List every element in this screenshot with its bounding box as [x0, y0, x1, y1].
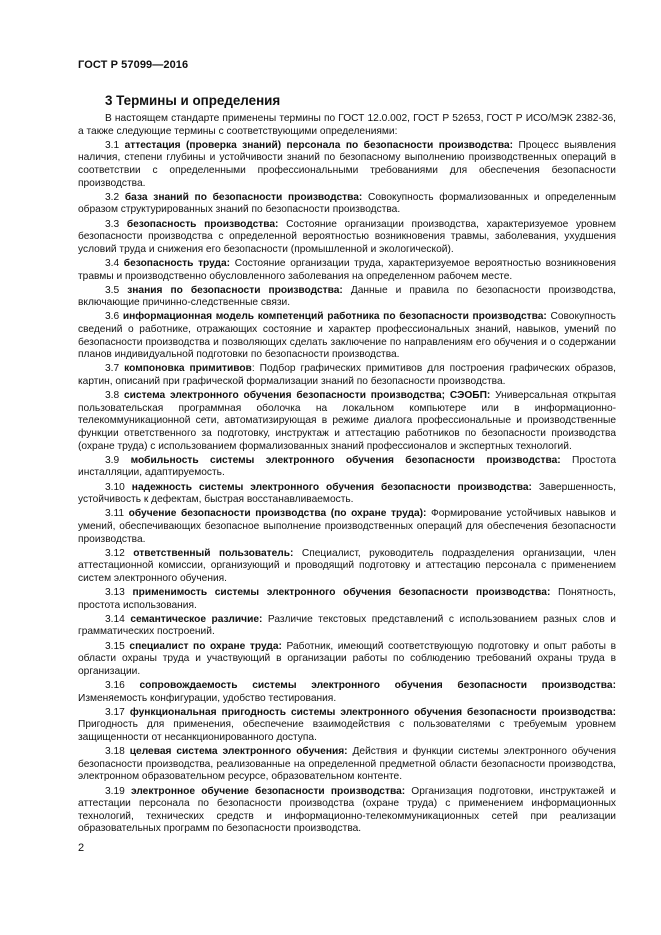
- term-name: безопасность труда:: [123, 257, 231, 269]
- term-definition: Понятность, простота использования.: [78, 587, 616, 611]
- term-name: обучение безопасности производства (по охране труда):: [128, 508, 427, 520]
- term-number: 3.11: [105, 508, 129, 520]
- term-number: 3.14: [105, 613, 131, 625]
- term-name: функциональная пригодность системы электронного обучения безопасности производства:: [129, 706, 616, 718]
- document-header: ГОСТ Р 57099—2016: [78, 59, 189, 71]
- term-definition: Различие текстовых представлений с использованием разных слов и грамматических построений.: [78, 613, 616, 638]
- section-title: 3 Термины и определения: [105, 93, 281, 108]
- term-name: ответственный пользователь:: [133, 547, 294, 559]
- term-number: 3.12: [105, 547, 134, 559]
- term-name: сопровождаемость системы электронного обучения безопасности производства:: [139, 680, 616, 692]
- term-paragraph: [78, 285, 616, 310]
- term-paragraph: [78, 390, 616, 453]
- term-name: информационная модель компетенций работника по безопасности производства:: [122, 311, 547, 323]
- term-name: электронное обучение безопасности производства:: [130, 785, 406, 797]
- term-definition: Действия и функции системы электронного обучения безопасности производства, реализованные на определенной предметной области безопасности производства, электронном образовательном ресурсе, образовательном контенте.: [78, 746, 616, 783]
- term-number: 3.2: [105, 191, 125, 203]
- term-definition: Пригодность для применения, обеспечение взаимодействия с пользователями с требуемым уровнем защищенности от несанкционированного доступа.: [78, 719, 616, 743]
- term-paragraph: [78, 455, 616, 480]
- term-number: 3.9: [105, 454, 131, 466]
- term-paragraph: [78, 482, 616, 507]
- term-name: система электронного обучения безопасности производства; СЭОБП:: [123, 390, 491, 402]
- term-number: 3.15: [105, 640, 130, 652]
- term-definition: Завершенность, устойчивость к дефектам, быстрая восстанавливаемость.: [78, 481, 616, 506]
- page-number: 2: [78, 842, 85, 854]
- term-name: надежность системы электронного обучения безопасности производства:: [131, 481, 532, 493]
- term-definition: Работник, имеющий соответствующую подготовку и опыт работы в области охраны труда и участвующий в организации работы по соблюдению требований охраны труда в организации.: [78, 640, 616, 677]
- term-paragraph: [78, 508, 616, 546]
- term-number: 3.17: [105, 706, 130, 718]
- term-definition: Простота инсталляции, адаптируемость.: [78, 454, 616, 479]
- term-definition: Данные и правила по безопасности производства, включающие причинно-следственные связи.: [78, 284, 616, 309]
- term-name: целевая система электронного обучения:: [129, 746, 348, 758]
- body-text: [78, 113, 616, 838]
- term-number: 3.6: [105, 311, 123, 323]
- term-definition: Специалист, руководитель подразделения организации, член аттестационной комиссии, организующий и проводящий подготовку и аттестацию персонала с применением систем электронного обучения.: [78, 547, 616, 584]
- term-definition: Совокупность формализованных и определенным образом структурированных знаний по безопасности производства.: [78, 191, 616, 216]
- term-paragraph: [78, 614, 616, 639]
- term-name: применимость системы электронного обучения безопасности производства:: [132, 587, 551, 599]
- intro-paragraph: В настоящем стандарте применены термины по ГОСТ 12.0.002, ГОСТ Р 52653, ГОСТ Р ИСО/МЭК 2382-36, а также следующие термины с соответствующими определениями:: [78, 113, 616, 137]
- term-name: мобильность системы электронного обучения безопасности производства:: [130, 454, 561, 466]
- term-number: 3.16: [105, 680, 140, 692]
- term-number: 3.13: [105, 587, 133, 599]
- term-name: специалист по охране труда:: [129, 640, 282, 652]
- term-definition: Изменяемость конфигурации, удобство тестирования.: [78, 692, 337, 704]
- terms-list: [78, 140, 616, 836]
- term-name: аттестация (проверка знаний) персонала по безопасности производства:: [124, 139, 514, 151]
- term-definition: Процесс выявления наличия, степени глубины и устойчивости знаний по безопасному выполнению производственных операций в соответствии с определенными профессиональными требованиями для обеспечения безопасности производства.: [78, 139, 616, 189]
- term-paragraph: [78, 363, 616, 388]
- term-name: знания по безопасности производства:: [127, 284, 343, 296]
- term-paragraph: [78, 219, 616, 257]
- term-definition: Формирование устойчивых навыков и умений, обеспечивающих безопасное выполнение производственных операций для обеспечения безопасности производства.: [78, 508, 617, 545]
- term-number: 3.7: [105, 363, 125, 375]
- term-name: база знаний по безопасности производства:: [124, 191, 363, 203]
- term-paragraph: [78, 548, 616, 586]
- term-name: безопасность производства:: [126, 218, 279, 230]
- term-number: 3.19: [105, 785, 131, 797]
- term-paragraph: [78, 140, 616, 190]
- term-definition: Совокупность сведений о работнике, отражающих состояние и характер профессиональных знаний, навыков, умений по безопасности производства и позволяющих сделать заключение по направлениям его обучения и о содержании планов индивидуальной подготовки по безопасности производства.: [78, 311, 616, 361]
- term-paragraph: [78, 680, 616, 705]
- term-paragraph: [78, 707, 616, 745]
- term-paragraph: [78, 587, 616, 612]
- term-number: 3.5: [105, 284, 128, 296]
- term-definition: : Подбор графических примитивов для построения графических образов, картин, описаний при графической формализации знаний по безопасности производства.: [78, 363, 616, 388]
- term-definition: Организация подготовки, инструктажей и аттестации персонала по безопасности производства (охране труда) с применением информационных технологий, технических средств и информационно-телекоммуникационных сетей при реализации образовательных программ по безопасности производства.: [78, 785, 616, 835]
- term-paragraph: [78, 311, 616, 361]
- term-paragraph: [78, 746, 616, 784]
- term-name: семантическое различие:: [130, 613, 263, 625]
- term-paragraph: [78, 192, 616, 217]
- term-definition: Состояние организации труда, характеризуемое вероятностью возникновения травмы и производственно обусловленного заболевания на определенном рабочем месте.: [78, 257, 617, 282]
- term-paragraph: [78, 258, 616, 283]
- term-number: 3.10: [105, 481, 132, 493]
- term-name: компоновка примитивов: [124, 363, 252, 375]
- term-number: 3.3: [105, 218, 127, 230]
- term-number: 3.8: [105, 390, 124, 402]
- term-definition: Универсальная открытая пользовательская программная оболочка на локальном компьютере или в информационно-телекоммуникационной сети, автоматизирующая в режиме диалога профессиональные и производственные функции ответственного за подготовку, инструктаж и аттестацию работников по безопасности производства (охране труда) с использованием формализованных знаний профессионалов и экспертных технологий.: [78, 390, 616, 452]
- term-paragraph: [78, 786, 616, 836]
- term-number: 3.1: [105, 139, 125, 151]
- term-paragraph: [78, 641, 616, 679]
- term-definition: Состояние организации производства, характеризуемое уровнем безопасности производства с определенной вероятностью возникновения травмы, заболевания, ухудшения условий труда и снижения его безопасности (промышленной и экологической).: [78, 218, 616, 255]
- term-number: 3.18: [105, 746, 130, 758]
- term-number: 3.4: [105, 257, 124, 269]
